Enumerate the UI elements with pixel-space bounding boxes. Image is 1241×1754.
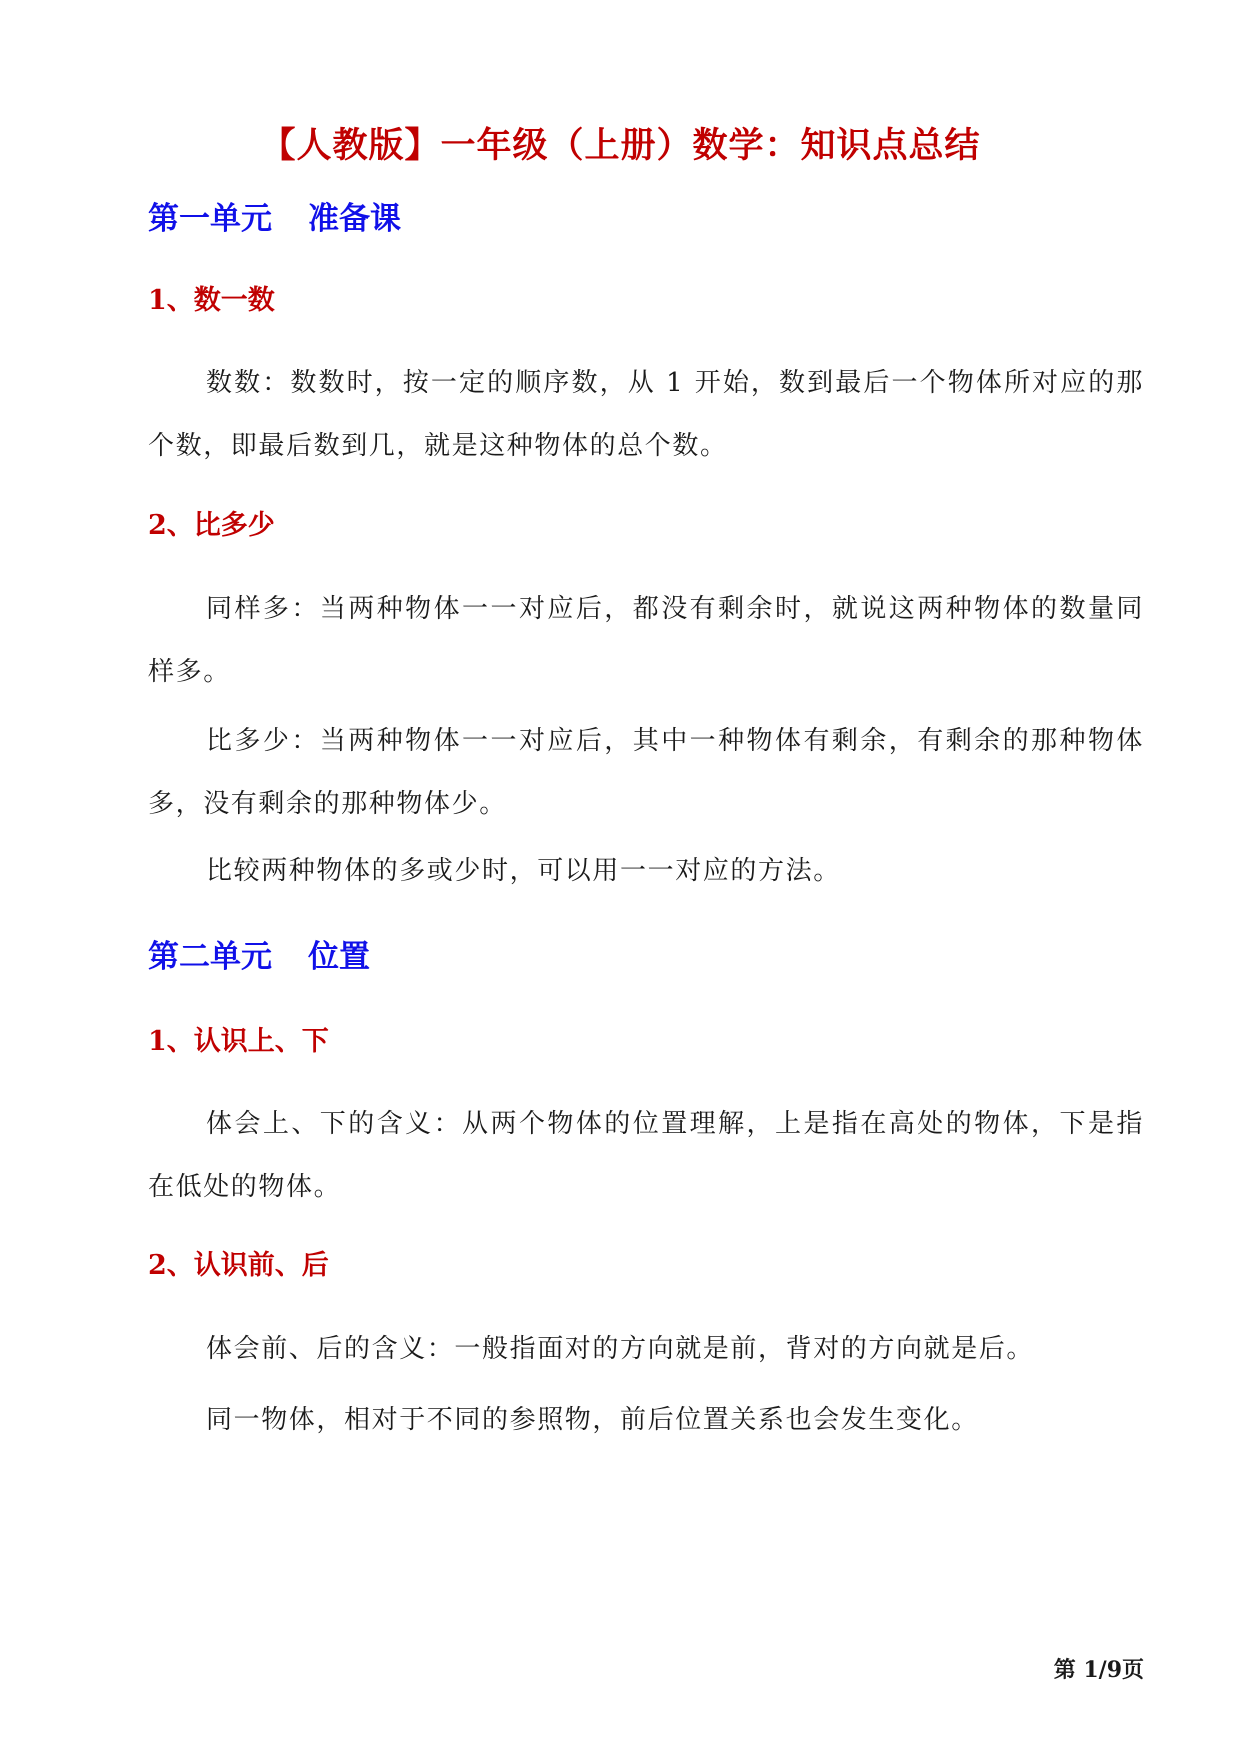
unit-heading-1	[148, 197, 401, 241]
paragraph: 体会前、后的含义：一般指面对的方向就是前，背对的方向就是后。	[206, 1334, 1035, 1364]
section-heading: 1、数一数	[148, 285, 275, 316]
unit-heading-2	[148, 935, 370, 979]
paragraph: 比较两种物体的多或少时，可以用一一对应的方法。	[206, 856, 841, 886]
section-heading: 1、认识上、下	[148, 1026, 329, 1057]
unit-label: 第二单元	[148, 939, 272, 975]
paragraph: 同样多：当两种物体一一对应后，都没有剩余时，就说这两种物体的数量同样多。	[148, 594, 1144, 687]
section-heading: 2、比多少	[148, 510, 275, 541]
unit-name: 位置	[308, 939, 370, 975]
unit-name: 准备课	[308, 201, 401, 237]
page-number: 第 1/9页	[1053, 1657, 1144, 1683]
section-heading: 2、认识前、后	[148, 1250, 329, 1281]
paragraph: 数数：数数时，按一定的顺序数，从 1 开始，数到最后一个物体所对应的那个数，即最后数到几，就是这种物体的总个数。	[148, 368, 1144, 461]
document-title: 【人教版】一年级（上册）数学：知识点总结	[260, 125, 981, 166]
paragraph: 体会上、下的含义：从两个物体的位置理解，上是指在高处的物体，下是指在低处的物体。	[148, 1109, 1144, 1202]
unit-label: 第一单元	[148, 201, 272, 237]
paragraph: 同一物体，相对于不同的参照物，前后位置关系也会发生变化。	[206, 1405, 979, 1435]
paragraph: 比多少：当两种物体一一对应后，其中一种物体有剩余，有剩余的那种物体多，没有剩余的那种物体少。	[148, 726, 1144, 819]
